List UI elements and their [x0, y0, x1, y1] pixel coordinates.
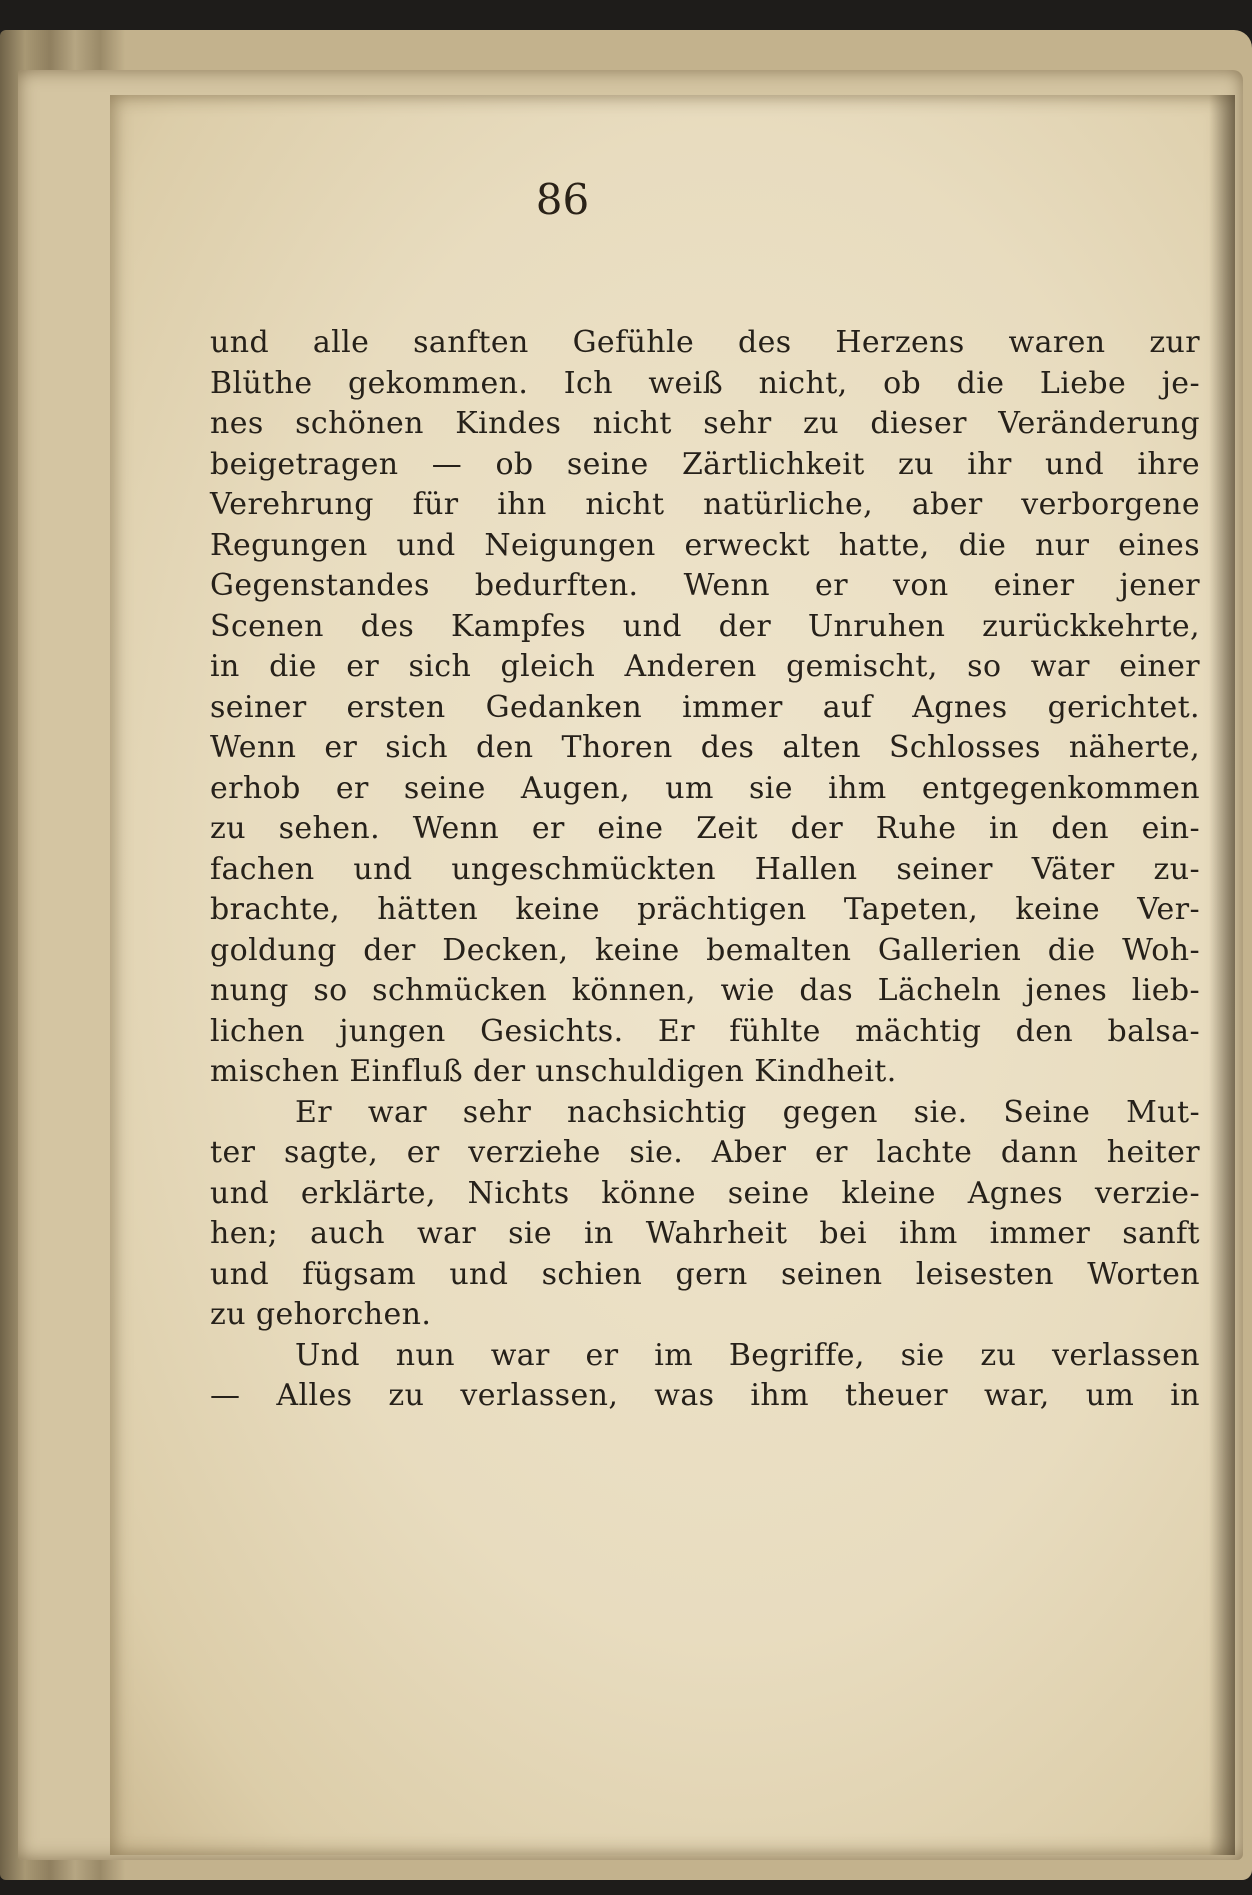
text-line: und erklärte, Nichts könne seine kleine Agnes verzie-	[210, 1175, 1200, 1211]
text-line: hen; auch war sie in Wahrheit bei ihm immer sanft	[210, 1216, 1200, 1251]
text-line: goldung der Decken, keine bemalten Gallerien die Woh-	[210, 932, 1200, 968]
text-line: Er war sehr nachsichtig gegen sie. Seine Mut-	[295, 1094, 1200, 1130]
body-text	[210, 323, 1200, 1417]
text-line: zu sehen. Wenn er eine Zeit der Ruhe in den ein-	[210, 811, 1200, 846]
text-line: erhob er seine Augen, um sie ihm entgegenkommen	[210, 770, 1200, 806]
text-line: Gegenstandes bedurften. Wenn er von einer jener	[210, 568, 1200, 603]
text-line: ter sagte, er verziehe sie. Aber er lachte dann heiter	[210, 1135, 1200, 1170]
text-line: lichen jungen Gesichts. Er fühlte mächtig den balsa-	[210, 1013, 1200, 1049]
text-line: und alle sanften Gefühle des Herzens waren zur	[210, 325, 1200, 360]
text-line: Und nun war er im Begriffe, sie zu verlassen	[295, 1337, 1200, 1373]
text-line: Scenen des Kampfes und der Unruhen zurückkehrte,	[210, 608, 1200, 644]
page-number: 86	[535, 175, 590, 224]
text-line: und fügsam und schien gern seinen leisesten Worten	[210, 1256, 1200, 1292]
text-line: zu gehorchen.	[210, 1297, 432, 1332]
text-line: Regungen und Neigungen erweckt hatte, die nur eines	[210, 527, 1200, 563]
text-line: nung so schmücken können, wie das Lächeln jenes lieb-	[210, 973, 1200, 1008]
text-line: Blüthe gekommen. Ich weiß nicht, ob die Liebe je-	[210, 365, 1200, 401]
text-line: beigetragen — ob seine Zärtlichkeit zu ihr und ihre	[210, 446, 1200, 482]
text-line: Wenn er sich den Thoren des alten Schlosses näherte,	[210, 730, 1200, 765]
text-line: Verehrung für ihn nicht natürliche, aber verborgene	[210, 487, 1200, 522]
text-line: nes schönen Kindes nicht sehr zu dieser Veränderung	[210, 406, 1200, 441]
text-line: seiner ersten Gedanken immer auf Agnes gerichtet.	[210, 689, 1200, 725]
text-line: fachen und ungeschmückten Hallen seiner Väter zu-	[210, 851, 1200, 887]
text-line: brachte, hätten keine prächtigen Tapeten, keine Ver-	[210, 892, 1200, 927]
text-line: — Alles zu verlassen, was ihm theuer war, um in	[210, 1378, 1200, 1413]
page-gutter-shadow	[1209, 95, 1235, 1855]
text-line: mischen Einfluß der unschuldigen Kindheit.	[210, 1054, 897, 1089]
text-line: in die er sich gleich Anderen gemischt, so war einer	[210, 649, 1200, 684]
